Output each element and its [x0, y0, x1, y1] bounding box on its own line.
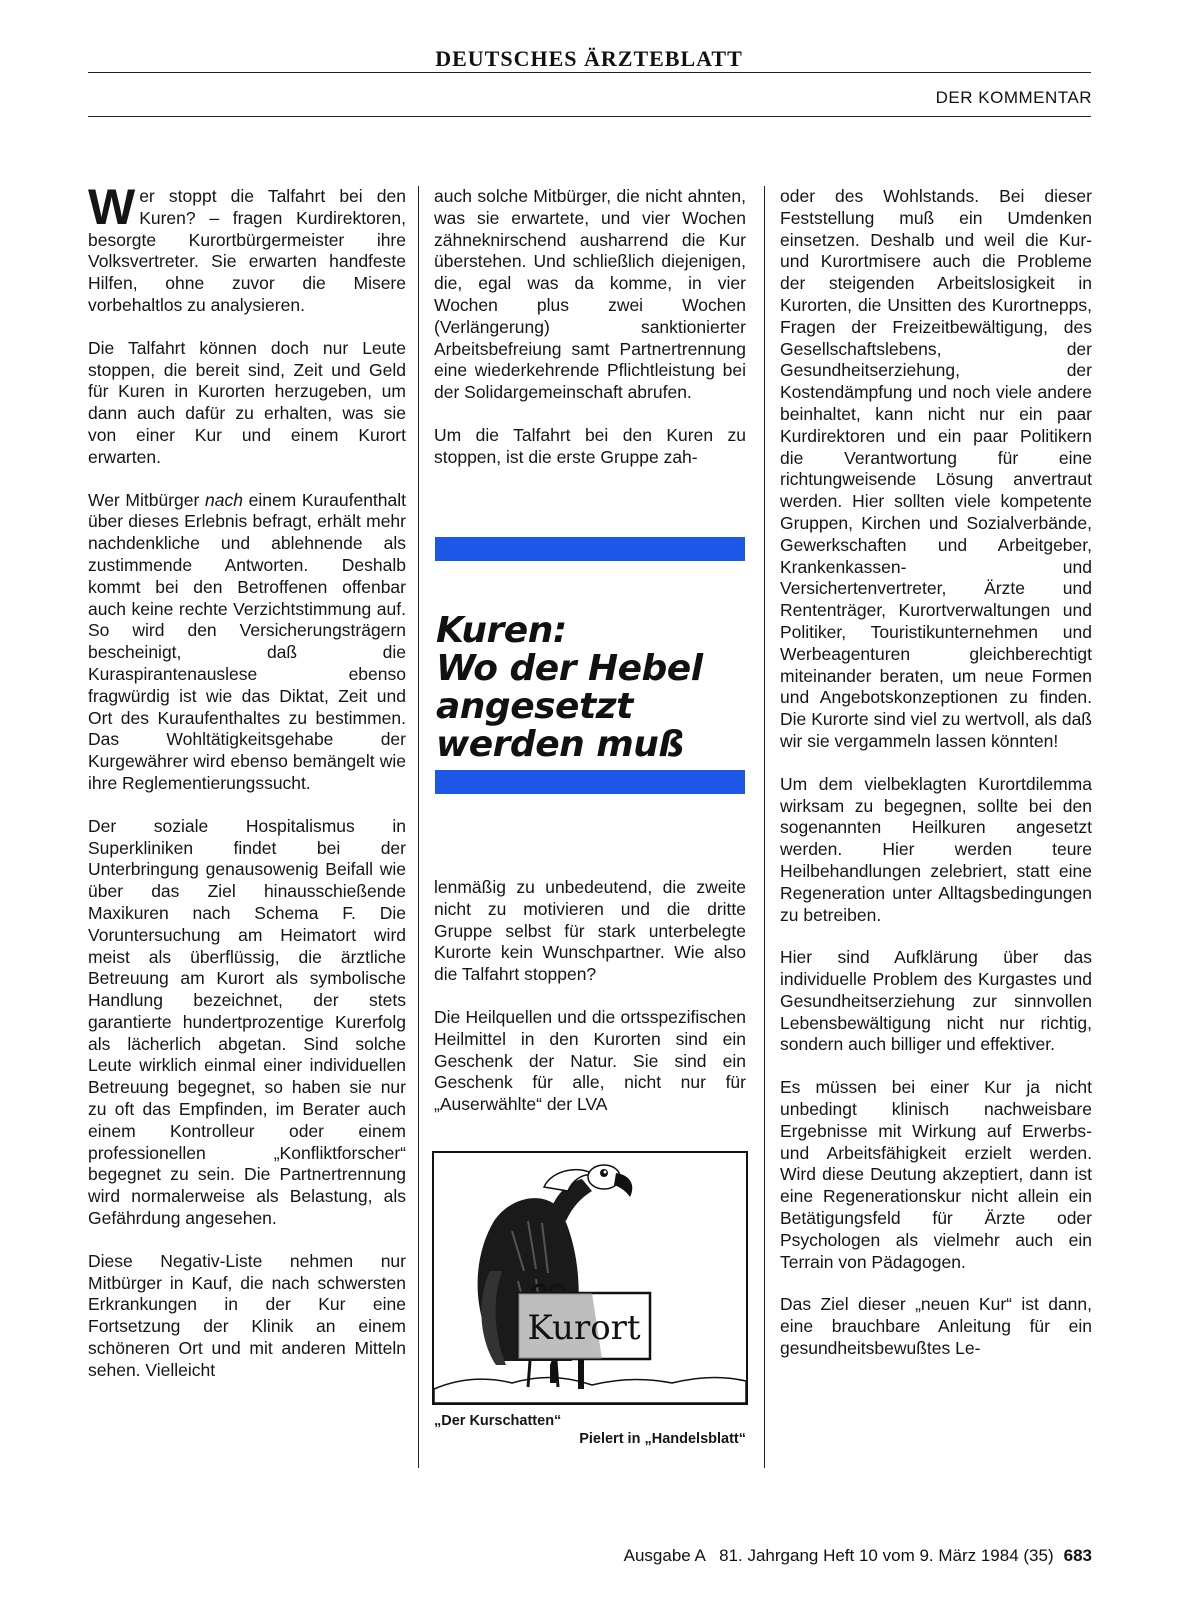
page-footer [624, 1546, 1092, 1566]
paragraph [88, 179, 406, 317]
paragraph-text: Wer Mitbürger [88, 489, 205, 510]
masthead-rule [88, 72, 1091, 73]
paragraph: Hier sind Aufklärung über das individuelle Problem des Kurgastes und Gesundheitserziehung zur sinnvollen Lebensbewältigung nicht nur richtig, sondern auch billiger und effektiver. [780, 947, 1092, 1055]
paragraph: Der soziale Hospitalismus in Superkliniken findet bei der Unterbringung genausowenig Beifall wie über das Ziel hinausschießende Maxikuren nach Schema F. Die Voruntersuchung am Heimatort wird meist als überflüssig, die ärztliche Betreuung am Kurort als symbolische Handlung bezeichnet, der stets garantierte hundertprozentige Kurerfolg als lächerlich abgetan. Sind solche Leute wirklich einmal einer individuellen Betreuung begegnet, so haben sie nur zu oft das Empfinden, im Berater auch einem Kontrolleur oder einem professionellen „Konfliktforscher“ begegnet zu sein. Die Partnertrennung wird normalerweise als Belastung, als Gefährdung angesehen. [88, 815, 406, 1229]
paragraph: auch solche Mitbürger, die nicht ahnten, was sie erwartete, und vier Wochen zähneknirschend ausharrend die Kur überstehen. Und schließlich diejenigen, die, egal was da komme, in vier Wochen plus zwei Wochen (Verlängerung) sanktionierter Arbeitsbefreiung samt Partnertrennung eine wiederkehrende Pflichtleistung bei der Solidargemeinschaft abrufen. [434, 186, 746, 403]
column-divider [418, 186, 419, 1468]
column-2 [434, 186, 746, 490]
paragraph: lenmäßig zu unbedeutend, die zweite nicht zu motivieren und die dritte Gruppe selbst für stark unterbelegte Kurorte kein Wunschpartner. Wie also die Talfahrt stoppen? [434, 877, 746, 985]
paragraph: Die Heilquellen und die ortsspezifischen Heilmittel in den Kurorten sind ein Geschenk der Natur. Sie sind ein Geschenk für alle, nicht nur für „Auserwählte“ der LVA [434, 1006, 746, 1115]
headline-line: angesetzt [436, 686, 633, 727]
cartoon-caption-title: „Der Kurschatten“ [434, 1413, 562, 1429]
paragraph: Um dem vielbeklagten Kurortdilemma wirksam zu begegnen, sollte bei den sogenannten Heilkuren angesetzt werden. Hier werden teure Heilbehandlungen zelebriert, statt eine Regeneration unter Alltagsbedingungen zu betreiben. [780, 773, 1092, 925]
column-2-continued [434, 877, 746, 1137]
paragraph-text: er stoppt die Talfahrt bei den Kuren? – fragen Kurdirektoren, besorgte Kurortbürgermeister ihre Volksvertreter. Sie erwarten handfeste Hilfen, ohne zuvor die Misere vorbehaltlos zu analysieren. [88, 186, 406, 315]
cartoon-caption-credit: Pielert in „Handelsblatt“ [579, 1431, 746, 1447]
paragraph: oder des Wohlstands. Bei dieser Feststellung muß ein Umdenken einsetzen. Deshalb und weil die Kur- und Kurortmisere auch die Probleme der steigenden Arbeitslosigkeit in Kurorten, die Unsitten des Kurortnepps, Fragen der Freizeitbewältigung, des Gesellschaftslebens, der Gesundheitserziehung, der Kostendämpfung und noch viele andere beinhaltet, kann nicht nur ein paar Kurdirektoren und ein paar Politikern die Verantwortung für eine richtungweisende Lösung anvertraut werden. Hier sollten viele kompetente Gruppen, Kirchen und Sozialverbände, Gewerkschaften und Arbeitgeber, Krankenkassen- und Versichertenvertreter, Ärzte und Rententräger, Kurortverwaltungen und Politiker, Touristikunternehmen und Werbeagenturen gleichberechtigt miteinander beraten, um neue Formen und Angebotskonzeptionen zu finden. Die Kurorte sind viel zu wertvoll, als daß wir sie vergammeln lassen könnten! [780, 186, 1092, 751]
masthead: DEUTSCHES ÄRZTEBLATT [435, 46, 743, 71]
headline [436, 612, 746, 764]
paragraph: Diese Negativ-Liste nehmen nur Mitbürger in Kauf, die nach schwersten Erkrankungen in der Kur eine Fortsetzung der Klinik an einem schöneren Ort und mit anderen Mitteln sehen. Vielleicht [88, 1250, 406, 1380]
paragraph: Das Ziel dieser „neuen Kur“ ist dann, eine brauchbare Anleitung für ein gesundheitsbewußtes Le- [780, 1294, 1092, 1359]
paragraph: Die Talfahrt können doch nur Leute stoppen, die bereit sind, Zeit und Geld für Kuren in Kurorten herzugeben, um dann auch dafür zu erhalten, was sie von einer Kur und einem Kurort erwarten. [88, 337, 406, 467]
accent-bar-bottom [435, 770, 745, 794]
cartoon-illustration [432, 1151, 748, 1405]
column-3 [780, 186, 1092, 1381]
sign-text: Kurort [527, 1308, 641, 1348]
section-rule [88, 116, 1091, 117]
column-divider [764, 186, 765, 1468]
issue-info: Ausgabe A 81. Jahrgang Heft 10 vom 9. März 1984 (35) [623, 1546, 1054, 1565]
paragraph: Um die Talfahrt bei den Kuren zu stoppen, ist die erste Gruppe zah- [434, 424, 746, 467]
headline-line: Kuren: [436, 610, 567, 651]
accent-bar-top [435, 537, 745, 561]
paragraph: Es müssen bei einer Kur ja nicht unbedingt klinisch nachweisbare Ergebnisse mit Wirkung auf Erwerbs- und Arbeitsfähigkeit erzielt werden. Wird diese Deutung akzeptiert, dann ist eine Regenerationskur nicht allein ein Betätigungsfeld für Ärzte oder Psychologen als vielmehr auch ein Terrain von Pädagogen. [780, 1077, 1092, 1272]
page-number: 683 [1063, 1546, 1092, 1565]
column-1 [88, 179, 406, 1403]
headline-line: Wo der Hebel [436, 648, 703, 689]
paragraph-text: einem Kuraufenthalt über dieses Erlebnis befragt, erhält mehr nachdenkliche und ablehnende als zustimmende Antworten. Deshalb kommt bei den Betroffenen offenbar auch keine rechte Verzichtstimmung auf. So wird den Versicherungsträgern bescheinigt, daß die Kuraspirantenauslese ebenso fragwürdig ist wie das Diktat, Zeit und Ort des Kuraufenthaltes zu bestimmen. Das Wohltätigkeitsgehabe der Kurgewährer wird ebenso bemängelt wie ihre Reglementierungssucht. [88, 489, 406, 793]
headline-line: werden muß [436, 724, 684, 765]
section-label: DER KOMMENTAR [935, 88, 1092, 107]
paragraph [88, 490, 406, 795]
drop-cap: W [88, 179, 136, 235]
emphasis-text: nach [204, 489, 243, 510]
